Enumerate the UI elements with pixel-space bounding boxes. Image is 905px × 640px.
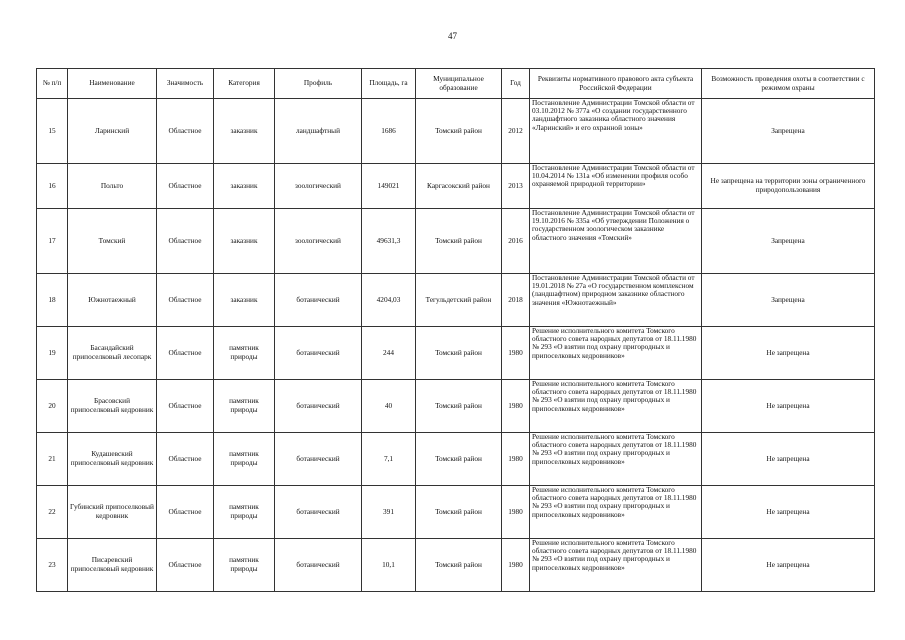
header-act: Реквизиты нормативного правового акта субъекта Российской Федерации: [530, 69, 702, 99]
row-name: Ларинский: [68, 99, 157, 164]
row-num: 22: [37, 486, 68, 539]
row-category: заказник: [214, 99, 275, 164]
header-year: Год: [502, 69, 530, 99]
row-name: Польто: [68, 164, 157, 209]
table-row: [37, 380, 875, 433]
row-act: Постановление Администрации Томской области от 10.04.2014 № 131а «Об изменении профиля особо охраняемой природной территории»: [530, 164, 702, 209]
row-municipality: Томский район: [416, 380, 502, 433]
row-name: Томский: [68, 209, 157, 274]
row-significance: Областное: [157, 486, 214, 539]
row-area: 149021: [362, 164, 416, 209]
table-row: [37, 539, 875, 592]
row-name: Южнотаежный: [68, 274, 157, 327]
row-year: 1980: [502, 486, 530, 539]
row-municipality: Томский район: [416, 209, 502, 274]
row-significance: Областное: [157, 433, 214, 486]
row-hunting: Запрещена: [702, 99, 875, 164]
row-name: Губинский припоселковый кедровник: [68, 486, 157, 539]
row-name: Басандайский припоселковый лесопарк: [68, 327, 157, 380]
row-category: заказник: [214, 164, 275, 209]
row-year: 1980: [502, 380, 530, 433]
row-significance: Областное: [157, 327, 214, 380]
row-num: 15: [37, 99, 68, 164]
row-hunting: Не запрещена: [702, 327, 875, 380]
row-year: 1980: [502, 539, 530, 592]
row-area: 1686: [362, 99, 416, 164]
row-category: памятник природы: [214, 380, 275, 433]
header-hunting: Возможность проведения охоты в соответствии с режимом охраны: [702, 69, 875, 99]
row-act: Постановление Администрации Томской области от 03.10.2012 № 377а «О создании государственного ландшафтного заказника областного значения «Ларинский» и его охранной зоны»: [530, 99, 702, 164]
row-num: 23: [37, 539, 68, 592]
row-act: Решение исполнительного комитета Томского областного совета народных депутатов от 18.11.1980 № 293 «О взятии под охрану пригородных и припоселковых кедровников»: [530, 539, 702, 592]
table-row: [37, 274, 875, 327]
row-category: памятник природы: [214, 539, 275, 592]
row-profile: ботанический: [275, 327, 362, 380]
row-act: Решение исполнительного комитета Томского областного совета народных депутатов от 18.11.1980 № 293 «О взятии под охрану пригородных и припоселковых кедровников»: [530, 380, 702, 433]
page-number: 47: [448, 31, 457, 41]
row-category: заказник: [214, 274, 275, 327]
row-year: 1980: [502, 327, 530, 380]
row-significance: Областное: [157, 209, 214, 274]
row-significance: Областное: [157, 539, 214, 592]
row-num: 21: [37, 433, 68, 486]
row-area: 391: [362, 486, 416, 539]
row-hunting: Не запрещена: [702, 486, 875, 539]
row-category: памятник природы: [214, 486, 275, 539]
row-area: 10,1: [362, 539, 416, 592]
row-category: заказник: [214, 209, 275, 274]
row-area: 40: [362, 380, 416, 433]
row-hunting: Не запрещена на территории зоны ограниченного природопользования: [702, 164, 875, 209]
row-hunting: Запрещена: [702, 274, 875, 327]
row-municipality: Томский район: [416, 486, 502, 539]
protected-areas-table: [36, 68, 875, 592]
row-significance: Областное: [157, 274, 214, 327]
row-num: 19: [37, 327, 68, 380]
row-municipality: Томский район: [416, 539, 502, 592]
row-area: 4204,03: [362, 274, 416, 327]
table-row: [37, 327, 875, 380]
row-significance: Областное: [157, 99, 214, 164]
row-act: Постановление Администрации Томской области от 19.10.2016 № 335а «Об утверждении Положения о государственном зоологическом заказнике областного значения «Томский»: [530, 209, 702, 274]
row-area: 7,1: [362, 433, 416, 486]
row-year: 2016: [502, 209, 530, 274]
row-category: памятник природы: [214, 433, 275, 486]
row-act: Решение исполнительного комитета Томского областного совета народных депутатов от 18.11.1980 № 293 «О взятии под охрану пригородных и припоселковых кедровников»: [530, 486, 702, 539]
table-row: [37, 164, 875, 209]
row-category: памятник природы: [214, 327, 275, 380]
row-name: Писаревский припоселковый кедровник: [68, 539, 157, 592]
table-row: [37, 99, 875, 164]
header-significance: Значимость: [157, 69, 214, 99]
row-profile: ботанический: [275, 380, 362, 433]
row-area: 49631,3: [362, 209, 416, 274]
row-municipality: Каргасокский район: [416, 164, 502, 209]
row-num: 16: [37, 164, 68, 209]
row-year: 2013: [502, 164, 530, 209]
header-profile: Профиль: [275, 69, 362, 99]
header-category: Категория: [214, 69, 275, 99]
row-municipality: Тегульдетский район: [416, 274, 502, 327]
row-profile: ботанический: [275, 486, 362, 539]
table-header-row: [37, 69, 875, 99]
row-year: 1980: [502, 433, 530, 486]
row-name: Брасовский припоселковый кедровник: [68, 380, 157, 433]
row-hunting: Не запрещена: [702, 433, 875, 486]
header-name: Наименование: [68, 69, 157, 99]
row-year: 2018: [502, 274, 530, 327]
row-act: Решение исполнительного комитета Томского областного совета народных депутатов от 18.11.1980 № 293 «О взятии под охрану пригородных и припоселковых кедровников»: [530, 433, 702, 486]
row-year: 2012: [502, 99, 530, 164]
row-hunting: Запрещена: [702, 209, 875, 274]
row-act: Решение исполнительного комитета Томского областного совета народных депутатов от 18.11.1980 № 293 «О взятии под охрану пригородных и припоселковых кедровников»: [530, 327, 702, 380]
table-row: [37, 486, 875, 539]
row-num: 20: [37, 380, 68, 433]
row-profile: ботанический: [275, 274, 362, 327]
table-row: [37, 433, 875, 486]
row-profile: ботанический: [275, 539, 362, 592]
row-profile: зоологический: [275, 209, 362, 274]
row-profile: ботанический: [275, 433, 362, 486]
row-municipality: Томский район: [416, 327, 502, 380]
row-area: 244: [362, 327, 416, 380]
row-profile: ландшафтный: [275, 99, 362, 164]
header-municipality: Муниципальное образование: [416, 69, 502, 99]
table-row: [37, 209, 875, 274]
row-act: Постановление Администрации Томской области от 19.01.2018 № 27а «О государственном комплексном (ландшафтном) природном заказнике областного значения «Южнотаежный»: [530, 274, 702, 327]
row-profile: зоологический: [275, 164, 362, 209]
row-hunting: Не запрещена: [702, 380, 875, 433]
header-num: № п/п: [37, 69, 68, 99]
header-area: Площадь, га: [362, 69, 416, 99]
row-municipality: Томский район: [416, 433, 502, 486]
row-hunting: Не запрещена: [702, 539, 875, 592]
row-num: 17: [37, 209, 68, 274]
row-name: Кудашевский припоселковый кедровник: [68, 433, 157, 486]
row-municipality: Томский район: [416, 99, 502, 164]
row-significance: Областное: [157, 164, 214, 209]
row-significance: Областное: [157, 380, 214, 433]
row-num: 18: [37, 274, 68, 327]
